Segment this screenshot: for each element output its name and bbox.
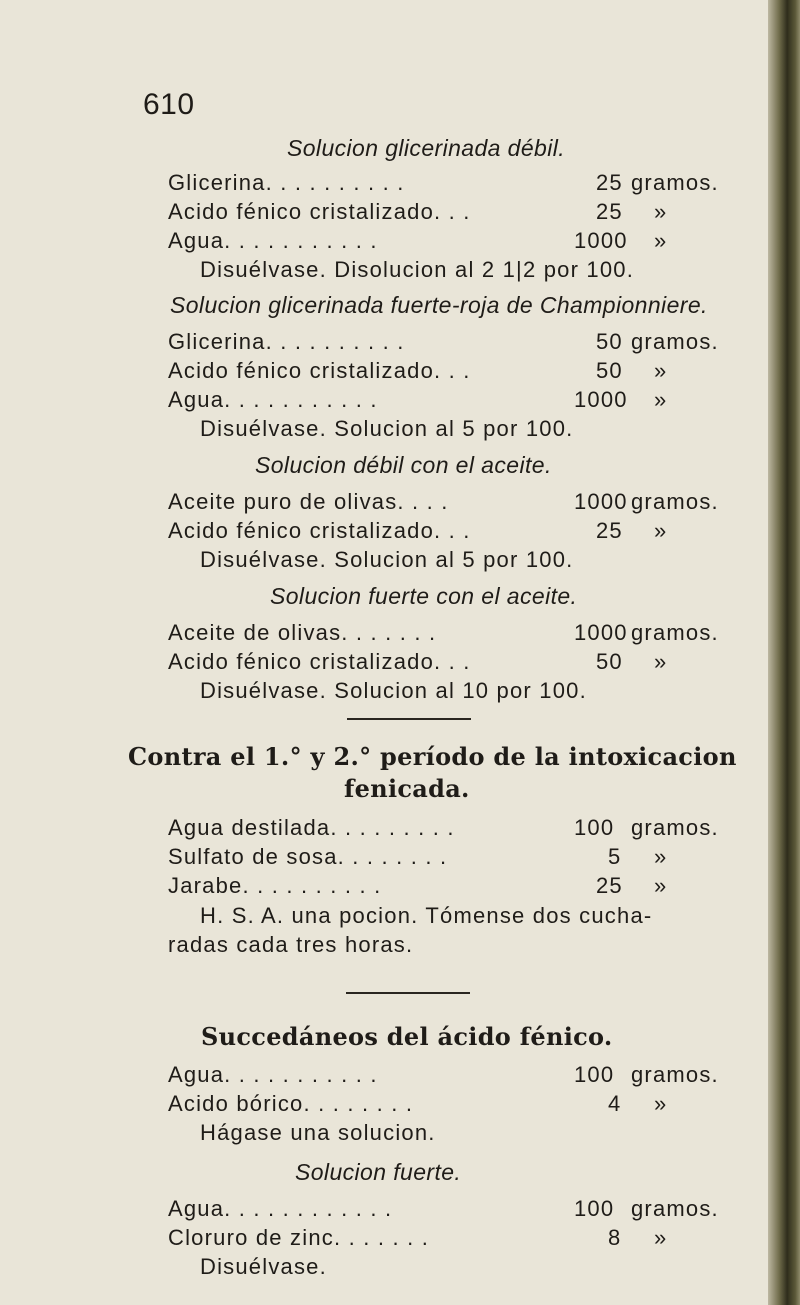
ingredient-name: Jarabe. . . . . . . . . . [168,873,382,898]
ingredient-line [168,815,800,847]
dilution-note: Disuélvase. Disolucion al 2 1|2 por 100. [200,257,635,282]
ingredient-quantity: 25 [596,199,623,224]
section-divider [347,718,471,720]
ingredient-quantity: 50 [596,358,623,383]
ingredient-unit: » [654,518,668,543]
recipe-title: Solucion fuerte. [295,1159,462,1185]
ingredient-name: Aceite de olivas. . . . . . . [168,620,437,645]
dosage-note: H. S. A. una pocion. Tómense dos cucha- [200,903,653,928]
ingredient-unit: gramos. [631,329,719,354]
ingredient-unit: » [654,358,668,383]
ingredient-quantity: 50 [596,329,623,354]
ingredient-name: Acido bórico. . . . . . . . [168,1091,414,1116]
ingredient-name: Agua destilada. . . . . . . . . [168,815,455,840]
recipe-title: Solucion débil con el aceite. [255,452,552,478]
dilution-note: Disuélvase. Solucion al 10 por 100. [200,678,587,703]
ingredient-quantity: 100 [574,1196,615,1221]
ingredient-line [168,329,800,361]
ingredient-name: Sulfato de sosa. . . . . . . . [168,844,448,869]
book-binding-edge [768,0,800,1305]
ingredient-quantity: 100 [574,815,615,840]
section-heading: Succedáneos del ácido fénico. [201,1022,613,1051]
ingredient-unit: » [654,1091,668,1116]
ingredient-unit: gramos. [631,170,719,195]
ingredient-quantity: 1000 [574,387,628,412]
ingredient-unit: gramos. [631,489,719,514]
ingredient-line [168,649,800,681]
section-heading-continued: fenicada. [344,774,470,803]
ingredient-name: Acido fénico cristalizado. . . [168,358,471,383]
ingredient-quantity: 5 [608,844,622,869]
ingredient-unit: gramos. [631,815,719,840]
section-divider [346,992,470,994]
ingredient-unit: » [654,1225,668,1250]
ingredient-name: Acido fénico cristalizado. . . [168,518,471,543]
ingredient-unit: gramos. [631,1196,719,1221]
ingredient-line [168,518,800,550]
ingredient-line [168,170,800,202]
ingredient-line [168,489,800,521]
ingredient-line [168,1196,800,1228]
ingredient-name: Cloruro de zinc. . . . . . . [168,1225,430,1250]
ingredient-unit: gramos. [631,620,719,645]
ingredient-line [168,358,800,390]
ingredient-name: Agua. . . . . . . . . . . [168,387,378,412]
ingredient-quantity: 1000 [574,489,628,514]
ingredient-quantity: 1000 [574,228,628,253]
ingredient-line [168,387,800,419]
ingredient-line [168,873,800,905]
preparation-note: Disuélvase. [200,1254,327,1279]
recipe-title: Solucion fuerte con el aceite. [270,583,578,609]
ingredient-line [168,1091,800,1123]
ingredient-name: Agua. . . . . . . . . . . . [168,1196,393,1221]
ingredient-unit: » [654,228,668,253]
recipe-title: Solucion glicerinada débil. [287,135,566,161]
ingredient-quantity: 8 [608,1225,622,1250]
ingredient-name: Glicerina. . . . . . . . . . [168,170,405,195]
ingredient-unit: » [654,649,668,674]
ingredient-unit: » [654,844,668,869]
ingredient-quantity: 25 [596,873,623,898]
preparation-note: Hágase una solucion. [200,1120,436,1145]
dosage-note-continued: radas cada tres horas. [168,932,414,957]
ingredient-line [168,844,800,876]
ingredient-line [168,228,800,260]
ingredient-name: Agua. . . . . . . . . . . [168,228,378,253]
dilution-note: Disuélvase. Solucion al 5 por 100. [200,547,574,572]
ingredient-quantity: 4 [608,1091,622,1116]
ingredient-line [168,199,800,231]
ingredient-unit: gramos. [631,1062,719,1087]
ingredient-quantity: 50 [596,649,623,674]
ingredient-quantity: 25 [596,518,623,543]
ingredient-name: Glicerina. . . . . . . . . . [168,329,405,354]
ingredient-unit: » [654,387,668,412]
ingredient-name: Aceite puro de olivas. . . . [168,489,449,514]
ingredient-quantity: 1000 [574,620,628,645]
page-number: 610 [143,88,195,121]
recipe-title: Solucion glicerinada fuerte-roja de Championniere. [170,292,708,318]
ingredient-unit: » [654,199,668,224]
ingredient-line [168,1225,800,1257]
ingredient-line [168,1062,800,1094]
ingredient-name: Agua. . . . . . . . . . . [168,1062,378,1087]
ingredient-line [168,620,800,652]
section-heading: Contra el 1.° y 2.° período de la intoxicacion [128,742,737,771]
ingredient-quantity: 25 [596,170,623,195]
dilution-note: Disuélvase. Solucion al 5 por 100. [200,416,574,441]
ingredient-name: Acido fénico cristalizado. . . [168,649,471,674]
ingredient-name: Acido fénico cristalizado. . . [168,199,471,224]
ingredient-unit: » [654,873,668,898]
ingredient-quantity: 100 [574,1062,615,1087]
